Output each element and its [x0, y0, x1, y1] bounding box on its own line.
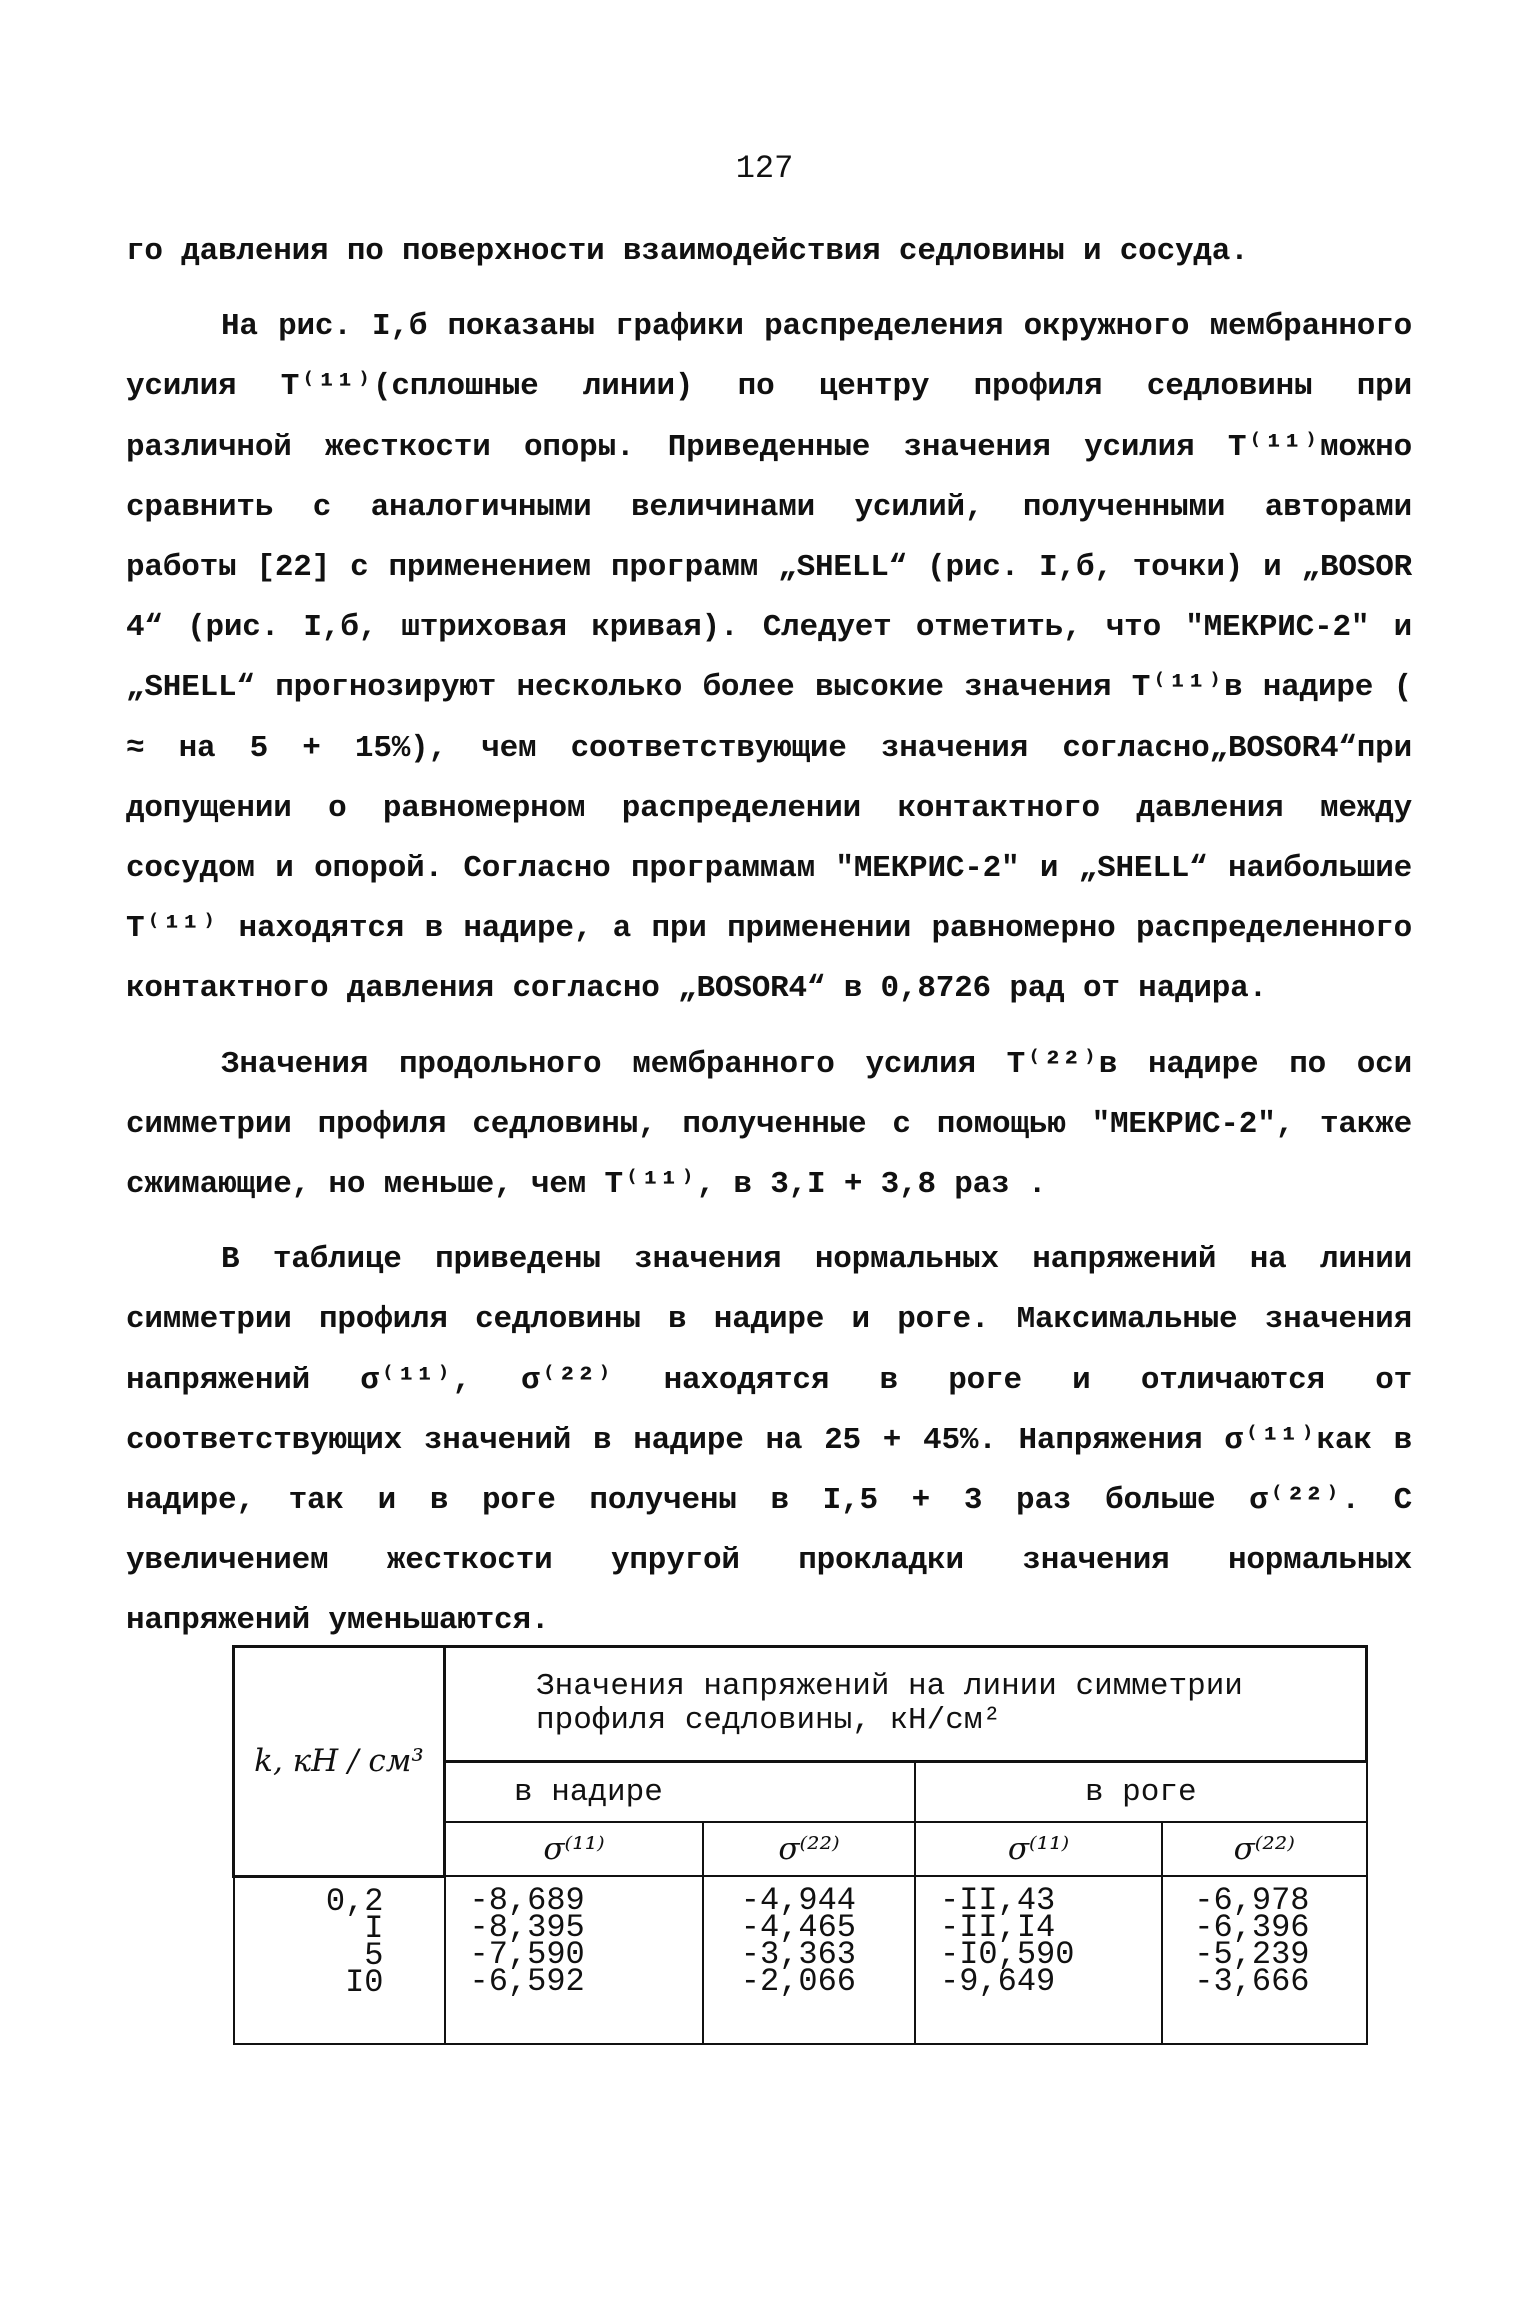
paragraph-2: На рис. I,б показаны графики распределения окружного мембранного усилия T⁽¹¹⁾(сплошные линии) по центру профиля седловины при различной жесткости опоры. Приведенные значения усилия T⁽¹¹⁾можно сравнить с аналогичными величинами усилий, полученными авторами работы [22] с применением программ „SHELL“ (рис. I,б, точки) и „BOSOR 4“ (рис. I,б, штриховая кривая). Следует отметить, что "МЕКРИС-2" и „SHELL“ прогнозируют несколько более высокие значения T⁽¹¹⁾в надире ( ≈ на 5 + 15%), чем соответствующие значения согласно„BOSOR4“при допущении о равномерном распределении контактного давления между сосудом и опорой. Согласно программам "МЕКРИС-2" и „SHELL“ наибольшие T⁽¹¹⁾ находятся в надире, а при применении равномерно распределенного контактного давления согласно „BOSOR4“ в 0,8726 рад от надира. — [126, 309, 1412, 1007]
horn-s22-value: -6,396 — [1194, 1909, 1310, 1946]
horn-s11-value: -II,43 — [940, 1882, 1056, 1919]
body-text — [126, 222, 1412, 1652]
table-main-header: Значения напряжений на линии симметрии профиля седловины, кН/см² — [445, 1647, 1367, 1762]
k-value: 5 — [364, 1936, 384, 1974]
horn-s11-value: -I0,590 — [940, 1936, 1075, 1973]
nadir-s11-cell — [445, 1876, 704, 2044]
stress-table — [232, 1645, 1368, 2045]
sub-header-nadir-s11: σ⁽¹¹⁾ — [445, 1822, 704, 1876]
horn-s11-cell — [915, 1876, 1162, 2044]
page-number: 127 — [735, 150, 794, 187]
nadir-s22-cell — [703, 1876, 915, 2044]
nadir-s11-value: -6,592 — [469, 1963, 585, 2000]
sub-header-horn-s11: σ⁽¹¹⁾ — [915, 1822, 1162, 1876]
group-header-horn: в роге — [915, 1762, 1367, 1823]
nadir-s22-value: -2,066 — [740, 1963, 856, 2000]
nadir-s11-value: -7,590 — [469, 1936, 585, 1973]
horn-s22-value: -5,239 — [1194, 1936, 1310, 1973]
horn-s11-value: -9,649 — [940, 1963, 1056, 2000]
paragraph-3: Значения продольного мембранного усилия T⁽²²⁾в надире по оси симметрии профиля седловины, полученные с помощью "МЕКРИС-2", также сжимающие, но меньше, чем T⁽¹¹⁾, в 3,I + 3,8 раз . — [126, 1046, 1412, 1203]
table-corner-label: k, кН / см³ — [234, 1647, 445, 1877]
k-value: I0 — [345, 1963, 384, 2001]
group-header-nadir: в надире — [445, 1762, 916, 1823]
k-value: 0,2 — [325, 1882, 384, 1920]
horn-s22-value: -6,978 — [1194, 1882, 1310, 1919]
horn-s22-cell — [1162, 1876, 1367, 2044]
paragraph-4: В таблице приведены значения нормальных напряжений на линии симметрии профиля седловины в надире и роге. Максимальные значения напряжений σ⁽¹¹⁾, σ⁽²²⁾ находятся в роге и отличаются от соответствующих значений в надире на 25 + 45%. Напряжения σ⁽¹¹⁾как в надире, так и в роге получены в I,5 + 3 раз больше σ⁽²²⁾. С увеличением жесткости упругой прокладки значения нормальных напряжений уменьшаются. — [126, 1242, 1412, 1639]
k-values-cell — [234, 1876, 445, 2044]
nadir-s22-value: -4,944 — [740, 1882, 856, 1919]
sub-header-horn-s22: σ⁽²²⁾ — [1162, 1822, 1367, 1876]
k-value: I — [364, 1909, 384, 1947]
nadir-s11-value: -8,395 — [469, 1909, 585, 1946]
nadir-s22-value: -3,363 — [740, 1936, 856, 1973]
nadir-s11-value: -8,689 — [469, 1882, 585, 1919]
sub-header-nadir-s22: σ⁽²²⁾ — [703, 1822, 915, 1876]
paragraph-1: го давления по поверхности взаимодействия седловины и сосуда. — [126, 234, 1249, 269]
horn-s22-value: -3,666 — [1194, 1963, 1310, 2000]
nadir-s22-value: -4,465 — [740, 1909, 856, 1946]
horn-s11-value: -II,I4 — [940, 1909, 1056, 1946]
